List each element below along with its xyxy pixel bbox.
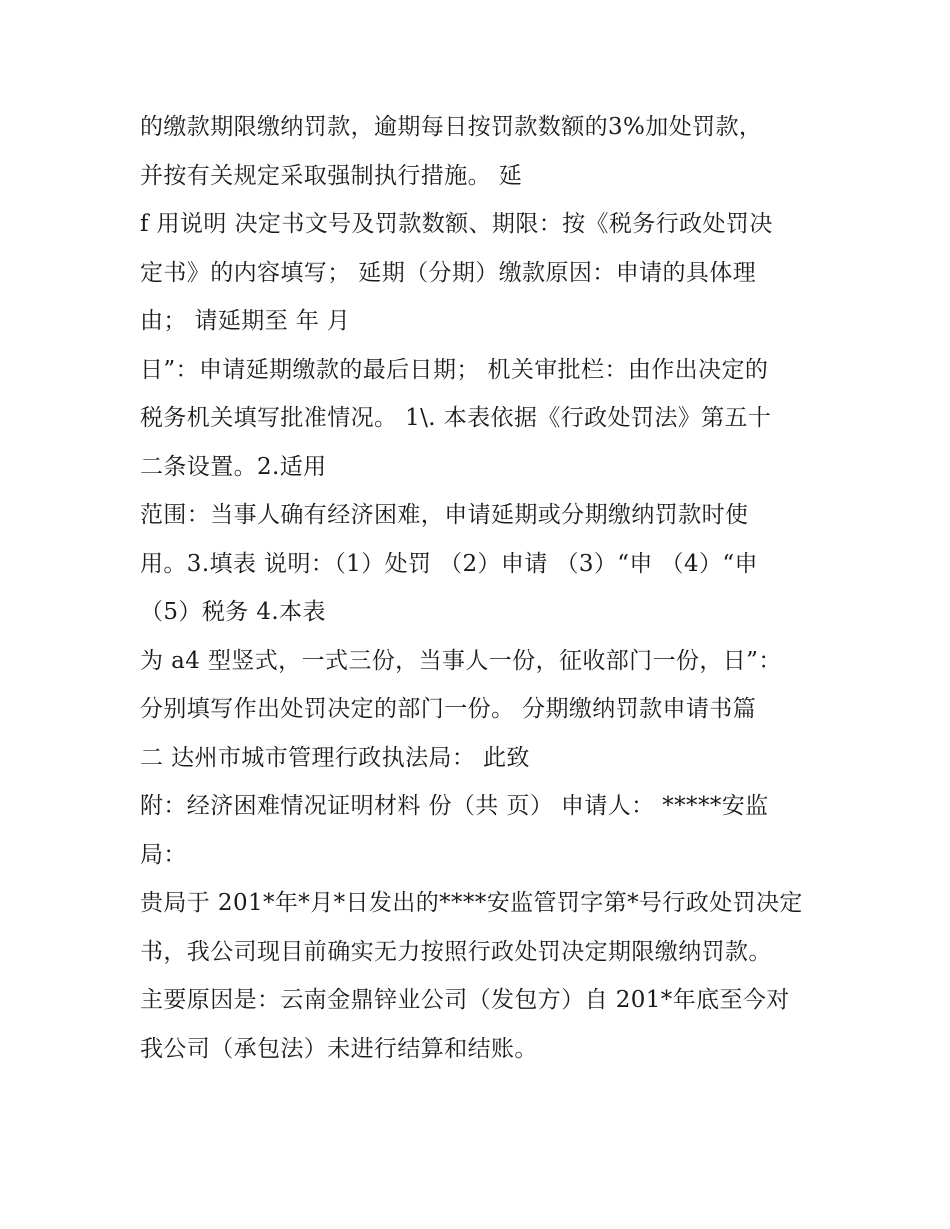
text-line: f 用说明 决定书文号及罚款数额、期限：按《税务行政处罚决 — [140, 211, 773, 237]
text-line: 二条设置。2.适用 — [140, 453, 327, 480]
text-line: 附：经济困难情况证明材料 份（共 页） 申请人： *****安监 — [140, 793, 769, 819]
text-line: （5）税务 4.本表 — [140, 599, 326, 625]
text-line: 我公司（承包法）未进行结算和结账。 — [140, 1035, 538, 1062]
text-line: 贵局于 201*年*月*日发出的****安监管罚字第*号行政处罚决定 — [140, 890, 803, 916]
text-line: 局： — [140, 841, 187, 868]
text-line: 二 达州市城市管理行政执法局： 此致 — [140, 744, 530, 771]
text-line: 并按有关规定采取强制执行措施。 延 — [140, 162, 523, 189]
text-line: 由； 请延期至 年 月 — [140, 308, 351, 334]
text-line: 日”：申请延期缴款的最后日期； 机关审批栏：由作出决定的 — [140, 356, 769, 383]
text-line: 主要原因是：云南金鼎锌业公司（发包方）自 201*年底至今对 — [140, 987, 790, 1013]
text-line: 范围：当事人确有经济困难，申请延期或分期缴纳罚款时使 — [140, 502, 749, 528]
document-body — [140, 103, 830, 1073]
text-line: 的缴款期限缴纳罚款，逾期每日按罚款数额的3%加处罚款， — [140, 114, 763, 140]
text-line: 定书》的内容填写； 延期（分期）缴款原因：申请的具体理 — [140, 259, 757, 286]
text-line: 书，我公司现目前确实无力按照行政处罚决定期限缴纳罚款。 — [140, 938, 772, 965]
text-line: 用。3.填表 说明：（1）处罚 （2）申请 （3）“申 （4）“申 — [140, 550, 758, 577]
text-line: 为 a4 型竖式，一式三份，当事人一份，征收部门一份，日”： — [140, 647, 782, 674]
text-line: 分别填写作出处罚决定的部门一份。 分期缴纳罚款申请书篇 — [140, 696, 757, 722]
text-line: 税务机关填写批准情况。 1\. 本表依据《行政处罚法》第五十 — [140, 405, 772, 431]
